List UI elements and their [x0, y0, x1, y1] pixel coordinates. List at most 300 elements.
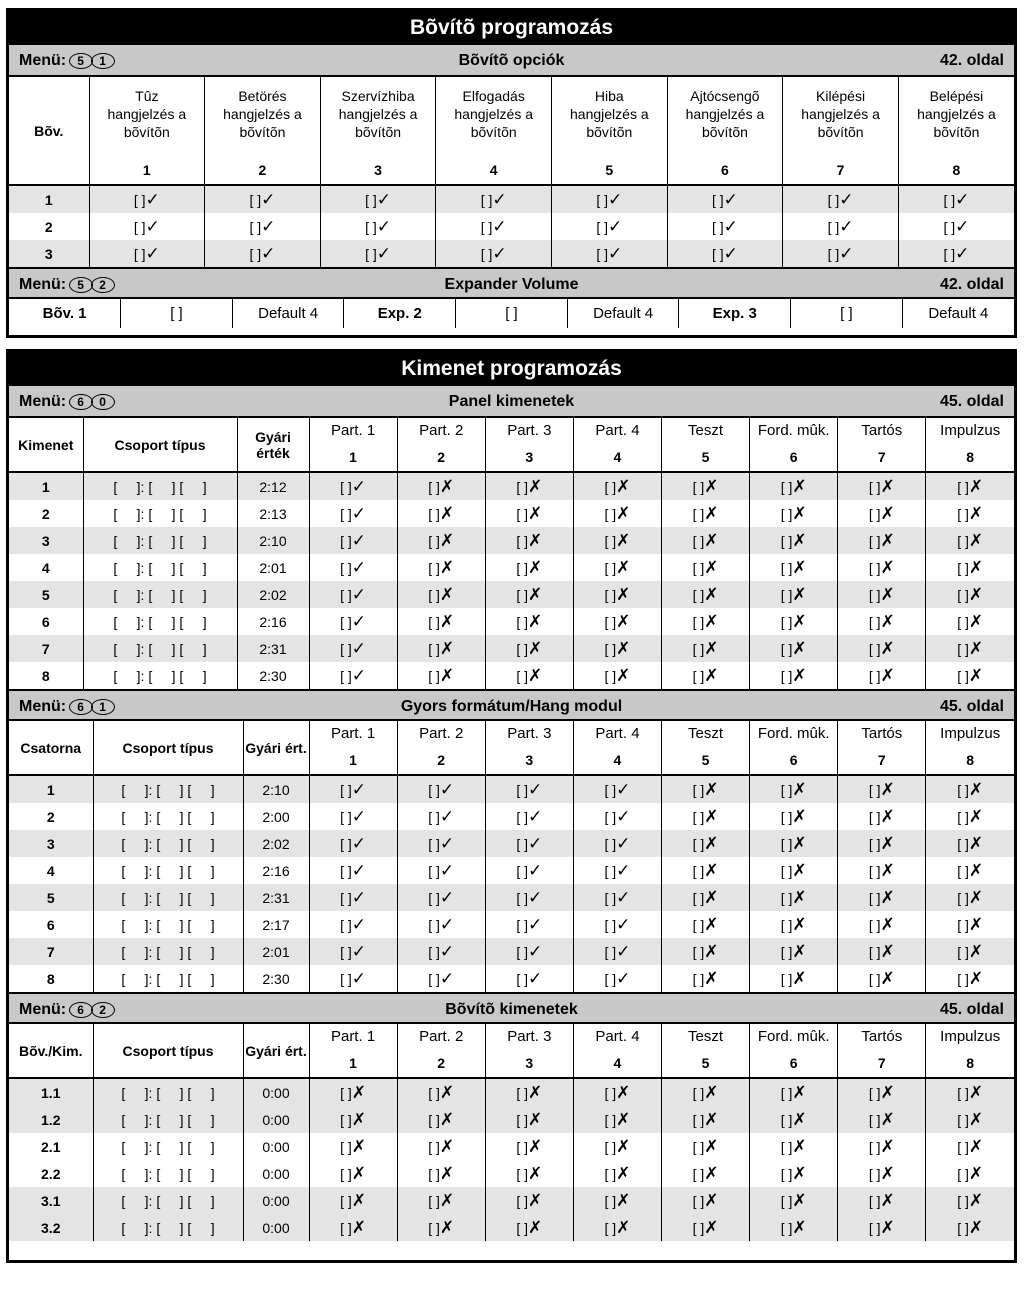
entry-bracket: [ ]	[340, 559, 352, 576]
option-cell[interactable]	[485, 1106, 573, 1133]
option-cell[interactable]	[436, 185, 552, 213]
option-cell[interactable]	[573, 803, 661, 830]
option-cell[interactable]	[552, 185, 668, 213]
entry-bracket: [ ]	[604, 1084, 617, 1101]
option-cell[interactable]	[926, 938, 1014, 965]
option-cell[interactable]	[750, 527, 838, 554]
option-cell[interactable]	[750, 965, 838, 992]
option-cell[interactable]	[838, 1106, 926, 1133]
default-mark-icon: ✗	[351, 1190, 367, 1210]
option-cell[interactable]	[926, 775, 1014, 803]
option-cell[interactable]	[397, 1133, 485, 1160]
col-header	[750, 418, 838, 472]
option-cell[interactable]	[838, 1160, 926, 1187]
option-cell[interactable]	[485, 938, 573, 965]
entry-bracket: [ ]	[516, 916, 529, 933]
option-cell[interactable]	[662, 938, 750, 965]
group-type-field[interactable]: [ ]: [ ] [ ]	[83, 472, 237, 500]
default-mark-icon: ✗	[704, 1217, 719, 1237]
option-cell[interactable]	[750, 803, 838, 830]
option-cell[interactable]	[898, 213, 1014, 240]
factory-default: 2:31	[237, 635, 309, 662]
option-cell[interactable]	[838, 775, 926, 803]
option-cell[interactable]	[926, 803, 1014, 830]
option-cell[interactable]	[573, 1133, 661, 1160]
option-cell[interactable]	[573, 554, 661, 581]
option-cell[interactable]	[573, 581, 661, 608]
option-cell[interactable]	[750, 830, 838, 857]
option-cell[interactable]	[662, 662, 750, 689]
option-cell[interactable]	[667, 240, 783, 267]
option-cell[interactable]	[573, 500, 661, 527]
option-cell[interactable]	[485, 1078, 573, 1106]
default-mark-icon: ✗	[968, 1109, 984, 1129]
group-type-field[interactable]: [ ]: [ ] [ ]	[83, 662, 237, 689]
default-mark-icon: ✗	[968, 860, 984, 880]
option-cell[interactable]	[926, 608, 1014, 635]
option-cell[interactable]	[573, 1160, 661, 1187]
default-mark-icon: ✗	[792, 1190, 807, 1210]
option-cell[interactable]	[485, 1187, 573, 1214]
entry-bracket: [ ]	[428, 640, 440, 657]
option-cell[interactable]	[397, 527, 485, 554]
option-cell[interactable]	[397, 581, 485, 608]
volume-entry-field[interactable]: [ ]	[121, 299, 233, 328]
option-cell[interactable]	[838, 554, 926, 581]
option-cell[interactable]	[320, 240, 436, 267]
group-type-field[interactable]: [ ]: [ ] [ ]	[93, 884, 243, 911]
col-header-label: Ford. mûk.	[757, 725, 830, 742]
option-cell[interactable]	[750, 1106, 838, 1133]
entry-bracket: [ ]	[604, 586, 617, 603]
default-mark-icon: ✗	[792, 503, 807, 523]
option-cell[interactable]	[309, 775, 397, 803]
option-cell[interactable]	[783, 240, 899, 267]
option-cell[interactable]	[205, 213, 321, 240]
col-header-label: Part. 4	[595, 725, 640, 742]
default-mark-icon: ✗	[880, 638, 895, 658]
option-cell[interactable]	[397, 662, 485, 689]
option-cell[interactable]	[750, 554, 838, 581]
volume-entry-field[interactable]: [ ]	[456, 299, 568, 328]
option-cell[interactable]	[926, 1106, 1014, 1133]
group-type-field[interactable]: [ ]: [ ] [ ]	[83, 581, 237, 608]
option-cell[interactable]	[205, 240, 321, 267]
option-cell[interactable]	[573, 1214, 661, 1241]
option-cell[interactable]	[667, 185, 783, 213]
group-type-field[interactable]: [ ]: [ ] [ ]	[93, 857, 243, 884]
default-mark-icon: ✗	[792, 611, 807, 631]
option-cell[interactable]	[662, 830, 750, 857]
entry-bracket: [ ]	[957, 586, 969, 603]
option-cell[interactable]	[838, 635, 926, 662]
entry-bracket: [ ]	[340, 478, 352, 495]
option-cell[interactable]	[309, 1214, 397, 1241]
option-cell[interactable]	[838, 911, 926, 938]
option-cell[interactable]	[926, 857, 1014, 884]
option-cell[interactable]	[320, 213, 436, 240]
entry-bracket: [ ]	[868, 1138, 881, 1155]
option-cell[interactable]	[573, 857, 661, 884]
option-cell[interactable]	[397, 1187, 485, 1214]
option-cell[interactable]	[750, 857, 838, 884]
option-cell[interactable]	[309, 884, 397, 911]
option-cell[interactable]	[309, 1160, 397, 1187]
option-cell[interactable]	[485, 911, 573, 938]
group-type-field[interactable]: [ ]: [ ] [ ]	[93, 1214, 243, 1241]
option-cell[interactable]	[750, 938, 838, 965]
row-label: 2	[46, 808, 55, 825]
option-cell[interactable]	[573, 938, 661, 965]
option-cell[interactable]	[838, 965, 926, 992]
option-cell[interactable]	[926, 1078, 1014, 1106]
option-cell[interactable]	[926, 965, 1014, 992]
option-cell[interactable]	[309, 662, 397, 689]
option-cell[interactable]	[573, 635, 661, 662]
option-cell[interactable]	[662, 857, 750, 884]
option-cell[interactable]	[662, 472, 750, 500]
option-cell[interactable]	[926, 884, 1014, 911]
option-cell[interactable]	[397, 500, 485, 527]
option-cell[interactable]	[397, 911, 485, 938]
option-cell[interactable]	[898, 185, 1014, 213]
option-cell[interactable]	[667, 213, 783, 240]
option-cell[interactable]	[573, 830, 661, 857]
option-cell[interactable]	[662, 775, 750, 803]
default-mark-icon: ✗	[528, 665, 543, 685]
option-cell[interactable]	[750, 884, 838, 911]
option-cell[interactable]	[485, 1160, 573, 1187]
group-type-field[interactable]: [ ]: [ ] [ ]	[93, 830, 243, 857]
option-cell[interactable]	[750, 1133, 838, 1160]
col-header-number: 6	[789, 449, 798, 465]
option-cell[interactable]	[662, 1214, 750, 1241]
option-cell[interactable]	[926, 1133, 1014, 1160]
option-cell[interactable]	[573, 1106, 661, 1133]
option-cell[interactable]	[838, 1133, 926, 1160]
option-cell[interactable]	[309, 554, 397, 581]
entry-bracket: [ ]	[868, 1111, 881, 1128]
default-mark-icon: ✓	[351, 941, 367, 961]
option-cell[interactable]	[309, 527, 397, 554]
default-mark-icon: ✓	[351, 665, 367, 685]
option-cell[interactable]	[309, 1106, 397, 1133]
option-cell[interactable]	[750, 635, 838, 662]
option-cell[interactable]	[573, 608, 661, 635]
option-cell[interactable]	[662, 965, 750, 992]
option-cell[interactable]	[485, 472, 573, 500]
default-mark-icon: ✗	[792, 887, 807, 907]
default-mark-icon: ✓	[608, 243, 623, 263]
page-ref: 42. oldal	[939, 276, 1004, 293]
option-cell[interactable]	[926, 554, 1014, 581]
option-cell[interactable]	[926, 635, 1014, 662]
option-cell[interactable]	[662, 554, 750, 581]
option-cell[interactable]	[485, 527, 573, 554]
option-cell[interactable]	[485, 662, 573, 689]
group-type-field[interactable]: [ ]: [ ] [ ]	[93, 1187, 243, 1214]
default-mark-icon: ✗	[704, 1082, 719, 1102]
entry-bracket: [ ]	[957, 862, 969, 879]
option-cell[interactable]	[309, 857, 397, 884]
default-mark-icon: ✗	[528, 557, 543, 577]
group-type-field[interactable]: [ ]: [ ] [ ]	[93, 803, 243, 830]
entry-bracket: [ ]	[604, 1111, 617, 1128]
option-cell[interactable]	[309, 830, 397, 857]
option-cell[interactable]	[838, 662, 926, 689]
option-cell[interactable]	[573, 662, 661, 689]
option-cell[interactable]	[838, 884, 926, 911]
option-cell[interactable]	[838, 830, 926, 857]
option-cell[interactable]	[662, 1160, 750, 1187]
option-cell[interactable]	[838, 581, 926, 608]
default-mark-icon: ✗	[616, 611, 631, 631]
option-cell[interactable]	[397, 1078, 485, 1106]
group-type-field[interactable]: [ ]: [ ] [ ]	[83, 554, 237, 581]
default-mark-icon: ✗	[528, 1190, 543, 1210]
option-cell[interactable]	[750, 1214, 838, 1241]
option-cell[interactable]	[397, 857, 485, 884]
option-cell[interactable]	[838, 1187, 926, 1214]
col-header-label: Elfogadás hangjelzés a bõvítõn	[454, 88, 533, 140]
entry-bracket: [ ]	[868, 781, 881, 798]
col-header-number: 2	[437, 752, 446, 768]
option-cell[interactable]	[926, 911, 1014, 938]
option-cell[interactable]	[397, 1106, 485, 1133]
option-cell[interactable]	[309, 965, 397, 992]
entry-bracket: [ ]	[428, 1111, 440, 1128]
group-type-field[interactable]: [ ]: [ ] [ ]	[93, 965, 243, 992]
option-cell[interactable]	[662, 1078, 750, 1106]
entry-bracket: [ ]	[943, 191, 956, 208]
option-cell[interactable]	[838, 938, 926, 965]
entry-bracket: [ ]	[516, 640, 529, 657]
option-cell[interactable]	[397, 472, 485, 500]
option-cell[interactable]	[309, 1187, 397, 1214]
option-cell[interactable]	[573, 1078, 661, 1106]
option-cell[interactable]	[485, 775, 573, 803]
option-cell[interactable]	[838, 527, 926, 554]
option-cell[interactable]	[397, 1160, 485, 1187]
option-cell[interactable]	[838, 803, 926, 830]
option-cell[interactable]	[926, 581, 1014, 608]
option-cell[interactable]	[662, 803, 750, 830]
option-cell[interactable]	[838, 857, 926, 884]
option-cell[interactable]	[309, 911, 397, 938]
group-type-field[interactable]: [ ]: [ ] [ ]	[93, 1133, 243, 1160]
col-header-number: 5	[605, 162, 614, 178]
row-label: 3.1	[41, 1192, 61, 1209]
option-cell[interactable]	[662, 500, 750, 527]
option-cell[interactable]	[485, 803, 573, 830]
group-type-field[interactable]: [ ]: [ ] [ ]	[83, 608, 237, 635]
option-cell[interactable]	[926, 500, 1014, 527]
option-cell[interactable]	[926, 830, 1014, 857]
option-cell[interactable]	[485, 1133, 573, 1160]
expander-label: Exp. 3	[679, 299, 791, 328]
option-cell[interactable]	[750, 1187, 838, 1214]
entry-bracket: [ ]	[780, 640, 793, 657]
option-cell[interactable]	[397, 635, 485, 662]
option-cell[interactable]	[783, 213, 899, 240]
option-cell[interactable]	[926, 527, 1014, 554]
option-cell[interactable]	[397, 965, 485, 992]
option-cell[interactable]	[838, 1214, 926, 1241]
option-cell[interactable]	[397, 1214, 485, 1241]
option-cell[interactable]	[926, 472, 1014, 500]
group-type-field[interactable]: [ ]: [ ] [ ]	[93, 1106, 243, 1133]
col-header	[573, 418, 661, 472]
entry-bracket: [ ]	[428, 505, 440, 522]
entry-bracket: [ ]	[133, 191, 146, 208]
option-cell[interactable]	[838, 1078, 926, 1106]
entry-bracket: [ ]	[943, 245, 956, 262]
option-cell[interactable]	[485, 500, 573, 527]
option-cell[interactable]	[436, 240, 552, 267]
option-cell[interactable]	[309, 1133, 397, 1160]
entry-bracket: [ ]	[868, 916, 881, 933]
default-mark-icon: ✗	[880, 476, 895, 496]
entry-bracket: [ ]	[340, 862, 352, 879]
option-cell[interactable]	[662, 527, 750, 554]
default-mark-icon: ✓	[839, 189, 854, 209]
option-cell[interactable]	[89, 213, 205, 240]
option-cell[interactable]	[485, 1214, 573, 1241]
option-cell[interactable]	[662, 1133, 750, 1160]
entry-bracket: [ ]	[780, 889, 793, 906]
factory-default: 2:01	[237, 554, 309, 581]
entry-bracket: [ ]	[868, 667, 881, 684]
option-cell[interactable]	[750, 775, 838, 803]
option-cell[interactable]	[397, 938, 485, 965]
entry-bracket: [ ]	[516, 505, 529, 522]
option-cell[interactable]	[750, 662, 838, 689]
default-mark-icon: ✗	[880, 941, 895, 961]
option-cell[interactable]	[750, 911, 838, 938]
option-cell[interactable]	[783, 185, 899, 213]
option-cell[interactable]	[485, 884, 573, 911]
option-cell[interactable]	[573, 884, 661, 911]
group-type-field[interactable]: [ ]: [ ] [ ]	[93, 938, 243, 965]
option-cell[interactable]	[662, 884, 750, 911]
group-type-field[interactable]: [ ]: [ ] [ ]	[93, 775, 243, 803]
option-cell[interactable]	[309, 608, 397, 635]
option-cell[interactable]	[397, 554, 485, 581]
option-cell[interactable]	[926, 1214, 1014, 1241]
option-cell[interactable]	[926, 1187, 1014, 1214]
entry-bracket: [ ]	[957, 667, 969, 684]
option-cell[interactable]	[436, 213, 552, 240]
page-ref: 45. oldal	[939, 698, 1004, 715]
option-cell[interactable]	[662, 1187, 750, 1214]
option-cell[interactable]	[89, 240, 205, 267]
col-header-number: 6	[721, 162, 729, 178]
option-cell[interactable]	[309, 472, 397, 500]
option-cell[interactable]	[898, 240, 1014, 267]
option-cell[interactable]	[662, 635, 750, 662]
option-cell[interactable]	[485, 965, 573, 992]
option-cell[interactable]	[573, 965, 661, 992]
option-cell[interactable]	[485, 581, 573, 608]
default-mark-icon: ✗	[528, 1136, 543, 1156]
group-type-field[interactable]: [ ]: [ ] [ ]	[93, 1160, 243, 1187]
option-cell[interactable]	[838, 500, 926, 527]
option-cell[interactable]	[573, 527, 661, 554]
option-cell[interactable]	[397, 775, 485, 803]
option-cell[interactable]	[573, 775, 661, 803]
group-type-field[interactable]: [ ]: [ ] [ ]	[93, 911, 243, 938]
option-cell[interactable]	[309, 803, 397, 830]
col-header-expander: Bõv.	[34, 122, 64, 139]
option-cell[interactable]	[485, 857, 573, 884]
option-cell[interactable]	[552, 213, 668, 240]
group-type-field[interactable]: [ ]: [ ] [ ]	[93, 1078, 243, 1106]
option-cell[interactable]	[926, 1160, 1014, 1187]
menu-key-oval: 6	[69, 1002, 93, 1018]
option-cell[interactable]	[750, 472, 838, 500]
option-cell[interactable]	[662, 581, 750, 608]
option-cell[interactable]	[397, 830, 485, 857]
option-cell[interactable]	[750, 581, 838, 608]
option-cell[interactable]	[573, 472, 661, 500]
option-cell[interactable]	[838, 608, 926, 635]
option-cell[interactable]	[926, 662, 1014, 689]
option-cell[interactable]	[838, 472, 926, 500]
menu-key-oval: 5	[69, 53, 93, 69]
option-cell[interactable]	[89, 185, 205, 213]
option-cell[interactable]	[309, 1078, 397, 1106]
volume-entry-field[interactable]: [ ]	[791, 299, 903, 328]
option-cell[interactable]	[485, 830, 573, 857]
option-cell[interactable]	[750, 500, 838, 527]
group-type-field[interactable]: [ ]: [ ] [ ]	[83, 635, 237, 662]
group-type-field[interactable]: [ ]: [ ] [ ]	[83, 527, 237, 554]
option-cell[interactable]	[750, 1160, 838, 1187]
option-cell[interactable]	[662, 911, 750, 938]
option-cell[interactable]	[309, 500, 397, 527]
option-cell[interactable]	[750, 1078, 838, 1106]
default-mark-icon: ✗	[792, 779, 807, 799]
entry-bracket: [ ]	[780, 943, 793, 960]
option-cell[interactable]	[573, 1187, 661, 1214]
option-cell[interactable]	[309, 938, 397, 965]
entry-bracket: [ ]	[780, 505, 793, 522]
factory-default: 2:10	[237, 527, 309, 554]
option-cell[interactable]	[662, 608, 750, 635]
default-mark-icon: ✗	[704, 1190, 719, 1210]
option-cell[interactable]	[320, 185, 436, 213]
option-cell[interactable]	[573, 911, 661, 938]
entry-bracket: [ ]	[711, 191, 724, 208]
default-mark-icon: ✗	[439, 584, 455, 604]
option-cell[interactable]	[750, 608, 838, 635]
entry-bracket: [ ]	[780, 835, 793, 852]
option-cell[interactable]	[309, 581, 397, 608]
option-cell[interactable]	[485, 608, 573, 635]
option-cell[interactable]	[205, 185, 321, 213]
option-cell[interactable]	[397, 803, 485, 830]
entry-bracket: [ ]	[868, 478, 881, 495]
option-cell[interactable]	[397, 884, 485, 911]
option-cell[interactable]	[397, 608, 485, 635]
default-mark-icon: ✗	[880, 1163, 895, 1183]
option-cell[interactable]	[485, 554, 573, 581]
option-cell[interactable]	[552, 240, 668, 267]
option-cell[interactable]	[662, 1106, 750, 1133]
option-cell[interactable]	[485, 635, 573, 662]
option-cell[interactable]	[309, 635, 397, 662]
group-type-field[interactable]: [ ]: [ ] [ ]	[83, 500, 237, 527]
